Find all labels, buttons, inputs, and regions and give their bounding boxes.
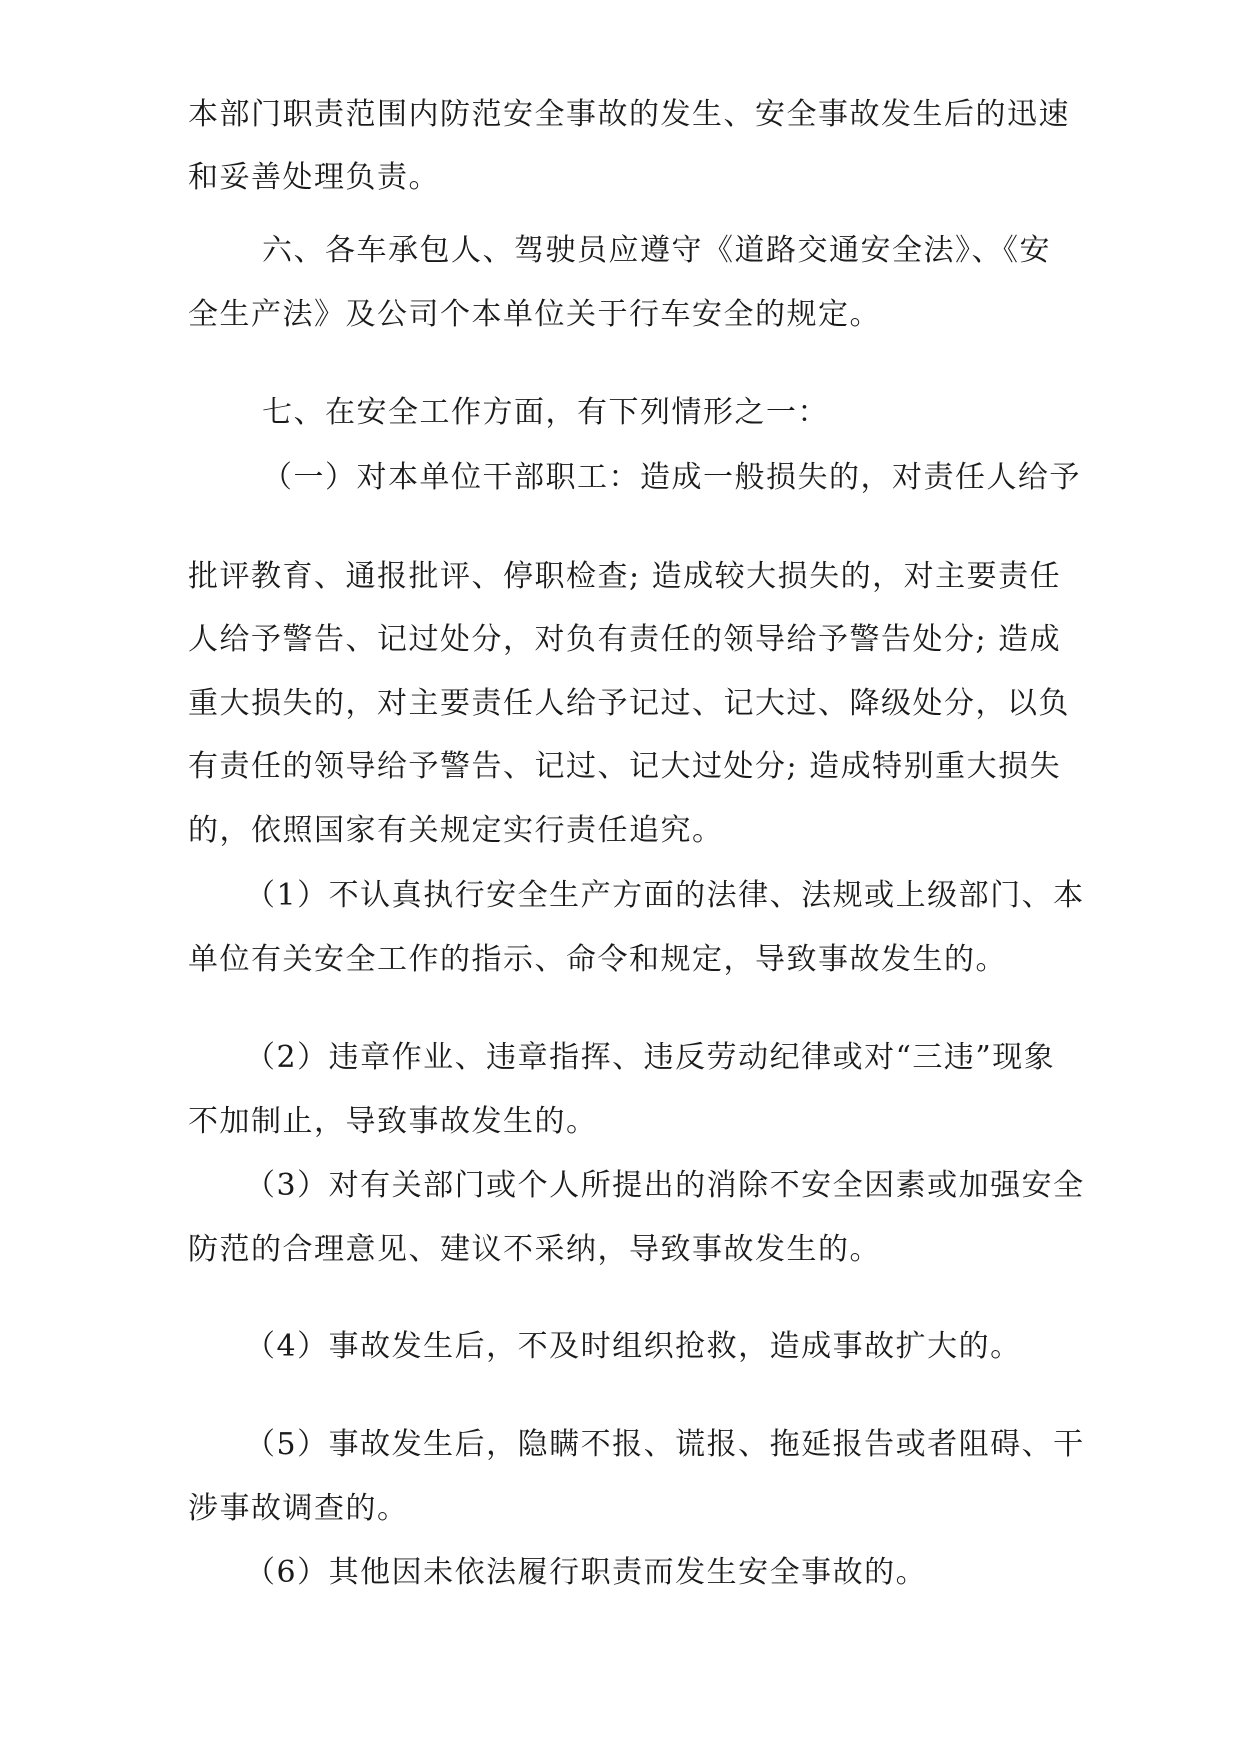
text-line: 有责任的领导给予警告、记过、记大过处分; 造成特别重大损失 [188,749,1062,784]
text-line: （2）违章作业、违章指挥、违反劳动纪律或对“三违”现象 [245,1040,1056,1075]
text-line: （4）事故发生后，不及时组织抢救，造成事故扩大的。 [245,1329,1022,1364]
text-line: 人给予警告、记过处分，对负有责任的领导给予警告处分; 造成 [188,622,1062,657]
text-line: 单位有关安全工作的指示、命令和规定，导致事故发生的。 [188,942,1007,977]
text-line: （一）对本单位干部职工：造成一般损失的，对责任人给予 [262,460,1081,495]
text-line: （3）对有关部门或个人所提出的消除不安全因素或加强安全 [245,1168,1085,1203]
text-line: 的，依照国家有关规定实行责任追究。 [188,813,724,848]
text-line: （1）不认真执行安全生产方面的法律、法规或上级部门、本 [245,878,1085,913]
text-line: 不加制止，导致事故发生的。 [188,1104,598,1139]
text-line: 六、各车承包人、驾驶员应遵守《道路交通安全法》、《安 [262,233,1051,268]
text-line: （6）其他因未依法履行职责而发生安全事故的。 [245,1555,928,1590]
text-line: 涉事故调查的。 [188,1491,409,1526]
text-line: 防范的合理意见、建议不采纳，导致事故发生的。 [188,1232,881,1267]
text-line: （5）事故发生后，隐瞒不报、谎报、拖延报告或者阻碍、干 [245,1427,1085,1462]
text-line: 全生产法》及公司个本单位关于行车安全的规定。 [188,297,881,332]
text-line: 重大损失的，对主要责任人给予记过、记大过、降级处分，以负 [188,686,1070,721]
text-line: 七、在安全工作方面，有下列情形之一： [262,395,829,430]
text-line: 和妥善处理负责。 [188,160,440,195]
text-line: 批评教育、通报批评、停职检查; 造成较大损失的，对主要责任 [188,559,1062,594]
text-line: 本部门职责范围内防范安全事故的发生、安全事故发生后的迅速 [188,97,1070,132]
